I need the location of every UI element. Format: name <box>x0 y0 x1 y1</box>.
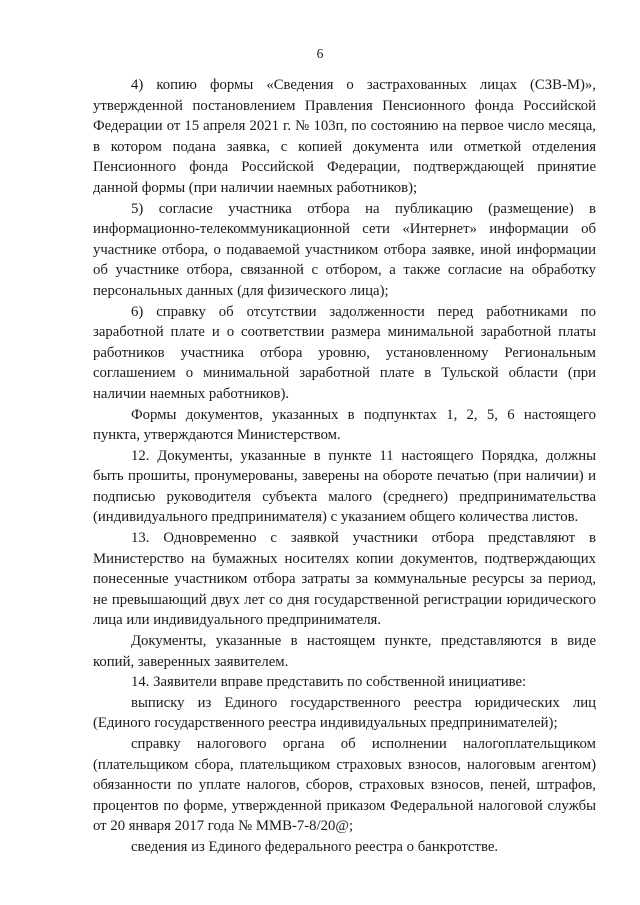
document-body <box>93 75 596 858</box>
paragraph-spravka-nalog: справку налогового органа об исполнении налогоплательщиком (плательщиком сбора, плательщиком страховых взносов, налоговым агентом) обязанности по уплате налогов, сборов, страховых взносов, пеней, штрафов, процентов по форме, утвержденной приказом Федеральной налоговой службы от 20 января 2017 года № ММВ-7-8/20@; <box>93 736 596 835</box>
paragraph-formy-dokumentov: Формы документов, указанных в подпунктах 1, 2, 5, 6 настоящего пункта, утверждаются Министерством. <box>93 406 596 444</box>
page-number: 6 <box>316 46 324 61</box>
paragraph-svedeniya-bankrotstvo: сведения из Единого федерального реестра о банкротстве. <box>131 838 499 855</box>
paragraph-item-5-soglasie: 5) согласие участника отбора на публикацию (размещение) в информационно-телекоммуникационной сети «Интернет» информации об участнике отбора, о подаваемой участником отбора заявке, иной информации об участнике отбора, связанной с отбором, а также согласие на обработку персональных данных (для физического лица); <box>93 200 596 299</box>
paragraph-kopii-zavereny: Документы, указанные в настоящем пункте, представляются в виде копий, заверенных заявителем. <box>93 633 596 670</box>
paragraph-clause-12: 12. Документы, указанные в пункте 11 настоящего Порядка, должны быть прошиты, пронумерованы, заверены на обороте печатью (при наличии) и подписью руководителя субъекта малого (среднего) предпринимательства (индивидуального предпринимателя) с указанием общего количества листов. <box>93 447 596 526</box>
paragraph-item-6-spravka-zarplata: 6) справку об отсутствии задолженности перед работниками по заработной плате и о соответствии размера минимальной заработной платы работников участника отбора уровню, установленному Региональным соглашением о минимальной заработной плате в Тульской области (при наличии наемных работников). <box>93 303 596 402</box>
paragraph-item-4-sved-zastrah: 4) копию формы «Сведения о застрахованных лицах (СЗВ-М)», утвержденной постановлением Правления Пенсионного фонда Российской Федерации от 15 апреля 2021 г. № 103п, по состоянию на первое число месяца, в котором подана заявка, с копией документа или отметкой отделения Пенсионного фонда Российской Федерации, подтверждающей принятие данной формы (при наличии наемных работников); <box>93 77 596 196</box>
paragraph-clause-13: 13. Одновременно с заявкой участники отбора представляют в Министерство на бумажных носителях копии документов, подтверждающих понесенные участником отбора затраты за коммунальные ресурсы за период, не превышающий двух лет со дня государственной регистрации юридического лица или индивидуального предпринимателя. <box>93 530 596 629</box>
paragraph-vypiska-egrul: выписку из Единого государственного реестра юридических лиц (Единого государственного реестра индивидуальных предпринимателей); <box>93 694 596 732</box>
paragraph-clause-14: 14. Заявители вправе представить по собственной инициативе: <box>131 674 527 691</box>
